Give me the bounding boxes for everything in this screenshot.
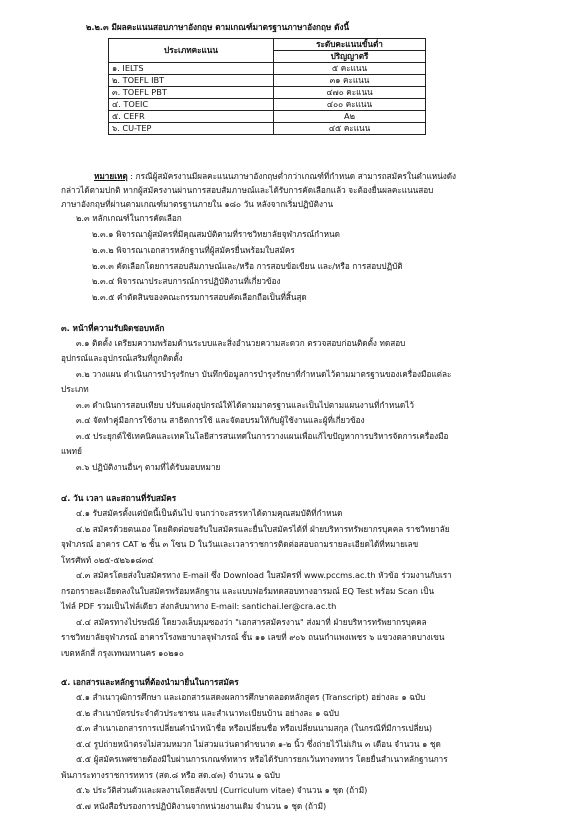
- section-4-line: ๔.๓ สมัครโดยส่งใบสมัครทาง E-mail ซึ่ง Download ใบสมัครที่ www.pccms.ac.th หัวข้อ ร่วมงานกับเรา: [76, 570, 452, 580]
- section-5-line: ๕.๕ ผู้สมัครเพศชายต้องมีใบผ่านการเกณฑ์ทหาร หรือได้รับการยกเว้นทางทหาร โดยยื่นสำเนาหลักฐานการ: [76, 754, 448, 764]
- section-4-title: ๔. วัน เวลา และสถานที่รับสมัคร: [61, 493, 177, 503]
- table-cell-score: A๒: [274, 111, 426, 123]
- table-row: [109, 111, 426, 123]
- table-row: [109, 63, 426, 75]
- section-5-line: ๕.๗ หนังสือรับรองการปฏิบัติงานจากหน่วยงานเดิม จำนวน ๑ ชุด (ถ้ามี): [76, 801, 327, 811]
- criteria-item: ๒.๓.๓ คัดเลือกโดยการสอบสัมภาษณ์และ/หรือ การสอบข้อเขียน และ/หรือ การสอบปฏิบัติ: [92, 261, 403, 271]
- table-cell-type: ๒. TOEFL IBT: [109, 75, 274, 87]
- table-cell-score: ๕ คะแนน: [274, 63, 426, 75]
- table-row: [109, 99, 426, 111]
- criteria-item: ๒.๓.๕ คำตัดสินของคณะกรรมการสอบคัดเลือกถือเป็นที่สิ้นสุด: [92, 292, 307, 302]
- section-4-line: กรอกรายละเอียดลงในใบสมัครพร้อมหลักฐาน และแบบฟอร์มทดสอบทางอารมณ์ EQ Test พร้อม Scan เป็น: [61, 586, 435, 596]
- section-4-line: ราชวิทยาลัยจุฬาภรณ์ อาคารโรงพยาบาลจุฬาภรณ์ ชั้น ๑๑ เลขที่ ๙๐๖ ถนนกำแพงเพชร ๖ แขวงตลาดบางเขน: [61, 632, 445, 642]
- note-label: หมายเหตุ: [94, 171, 128, 181]
- table-header-level: ระดับคะแนนขั้นต่ำ: [274, 39, 426, 51]
- criteria-item: ๒.๓.๑ พิจารณาผู้สมัครที่มีคุณสมบัติตามที่ราชวิทยาลัยจุฬาภรณ์กำหนด: [92, 229, 340, 239]
- section-5-line: ๕.๔ รูปถ่ายหน้าตรงไม่สวมหมวก ไม่สวมแว่นตาดำขนาด ๑-๒ นิ้ว ซึ่งถ่ายไว้ไม่เกิน ๓ เดือน จำนวน ๑ ชุด: [76, 739, 441, 749]
- section-3-line: ประเภท: [61, 384, 89, 394]
- section-5-title: ๕. เอกสารและหลักฐานที่ต้องนำมายื่นในการสมัคร: [61, 677, 239, 687]
- criteria-item: ๒.๓.๒ พิจารณาเอกสารหลักฐานที่ผู้สมัครยื่นพร้อมใบสมัคร: [92, 245, 295, 255]
- section-4-line: โทรศัพท์ ๐๒๕-๕๒๖๑๘๓๔: [61, 555, 154, 565]
- section-5-line: ๕.๓ สำเนาเอกสารการเปลี่ยนคำนำหน้าชื่อ หรือเปลี่ยนชื่อ หรือเปลี่ยนนามสกุล (ในกรณีที่มีการเปลี่ยน): [76, 723, 433, 733]
- table-cell-type: ๑. IELTS: [109, 63, 274, 75]
- section-5-line: ๕.๖ ประวัติส่วนตัวและผลงานโดยสังเขป (Curriculum vitae) จำนวน ๑ ชุด (ถ้ามี): [76, 785, 368, 795]
- table-cell-score: ๔๕ คะแนน: [274, 123, 426, 135]
- table-cell-type: ๕. CEFR: [109, 111, 274, 123]
- section-4-line: ๔.๔ สมัครทางไปรษณีย์ โดยวงเล็บมุมซองว่า "เอกสารสมัครงาน" ส่งมาที่ ฝ่ายบริหารทรัพยากรบุคคล: [76, 617, 427, 627]
- section-5-line: ๕.๒ สำเนาบัตรประจำตัวประชาชน และสำเนาทะเบียนบ้าน อย่างละ ๑ ฉบับ: [76, 708, 340, 718]
- table-cell-type: ๓. TOEFL PBT: [109, 87, 274, 99]
- section-3-line: อุปกรณ์และอุปกรณ์เสริมที่ถูกติดตั้ง: [61, 353, 183, 363]
- table-row: [109, 75, 426, 87]
- section-3-line: ๓.๖ ปฏิบัติงานอื่นๆ ตามที่ได้รับมอบหมาย: [76, 462, 221, 472]
- table-cell-type: ๔. TOEIC: [109, 99, 274, 111]
- section-4-line: ๔.๒ สมัครด้วยตนเอง โดยติดต่อขอรับใบสมัครและยื่นใบสมัครได้ที่ ฝ่ายบริหารทรัพยากรบุคคล ราชวิทยาลัย: [76, 524, 450, 534]
- section-5-line: พ้นภาระทางราชการทหาร (สด.๘ หรือ สด.๔๓) จำนวน ๑ ฉบับ: [61, 770, 281, 780]
- note-line-2: กล่าวได้ตามปกติ หากผู้สมัครงานผ่านการสอบสัมภาษณ์และได้รับการคัดเลือกแล้ว จะต้องยื่นผลคะแนนสอบ: [61, 185, 434, 195]
- table-row: [109, 123, 426, 135]
- section-3-line: ๓.๓ ดำเนินการสอบเทียบ ปรับแต่งอุปกรณ์ให้ได้ตามมาตรฐานและเป็นไปตามแผนงานที่กำหนดไว้: [76, 400, 414, 410]
- table-cell-type: ๖. CU-TEP: [109, 123, 274, 135]
- section-3-line: ๓.๑ ติดตั้ง เตรียมความพร้อมด้านระบบและสิ่งอำนวยความสะดวก ตรวจสอบก่อนติดตั้ง ทดสอบ: [76, 338, 406, 348]
- section-4-line: ๔.๑ รับสมัครตั้งแต่บัดนี้เป็นต้นไป จนกว่าจะสรรหาได้ตามคุณสมบัติที่กำหนด: [76, 508, 343, 518]
- note-line-1: หมายเหตุ : กรณีผู้สมัครงานมีผลคะแนนภาษาอังกฤษต่ำกว่าเกณฑ์ที่กำหนด สามารถสมัครในตำแหน่งดัง: [94, 171, 457, 181]
- table-cell-score: ๔๗๐ คะแนน: [274, 87, 426, 99]
- table-header-degree: ปริญญาตรี: [274, 51, 426, 63]
- criteria-title: ๒.๓ หลักเกณฑ์ในการคัดเลือก: [76, 213, 182, 223]
- section-4-line: จุฬาภรณ์ อาคาร CAT ๒ ชั้น ๓ โซน D ในวันและเวลาราชการติดต่อสอบถามรายละเอียดได้ที่หมายเลข: [61, 539, 419, 549]
- table-cell-score: ๔๐๐ คะแนน: [274, 99, 426, 111]
- table-header-type: ประเภทคะแนน: [109, 39, 274, 63]
- section-3-line: ๓.๔ จัดทำคู่มือการใช้งาน สาธิตการใช้ และจัดอบรมให้กับผู้ใช้งานและผู้ที่เกี่ยวข้อง: [76, 415, 365, 425]
- table-row: [109, 87, 426, 99]
- criteria-item: ๒.๓.๔ พิจารณาประสบการณ์การปฏิบัติงานที่เกี่ยวข้อง: [92, 276, 281, 286]
- note-line-3: ภาษาอังกฤษที่ผ่านตามเกณฑ์มาตรฐานภายใน ๑๘๐ วัน หลังจากเริ่มปฏิบัติงาน: [61, 199, 334, 209]
- section-3-line: ๓.๒ วางแผน ดำเนินการบำรุงรักษา บันทึกข้อมูลการบำรุงรักษาที่กำหนดไว้ตามมาตรฐานของเครื่องมือแต่ละ: [76, 369, 452, 379]
- table-cell-score: ๓๑ คะแนน: [274, 75, 426, 87]
- section-3-title: ๓. หน้าที่ความรับผิดชอบหลัก: [61, 323, 165, 333]
- section-3-line: แพทย์: [61, 446, 82, 456]
- section-4-line: เขตหลักสี่ กรุงเทพมหานคร ๑๐๒๑๐: [61, 648, 184, 658]
- section-5-line: ๕.๑ สำเนาวุฒิการศึกษา และเอกสารแสดงผลการศึกษาตลอดหลักสูตร (Transcript) อย่างละ ๑ ฉบับ: [76, 692, 426, 702]
- english-score-table: [108, 38, 426, 135]
- section-4-line: ไฟล์ PDF รวมเป็นไฟล์เดียว ส่งกลับมาทาง E-mail: santichai.ler@cra.ac.th: [61, 601, 337, 611]
- heading-2-2-3: ๒.๒.๓ มีผลคะแนนสอบภาษาอังกฤษ ตามเกณฑ์มาตรฐานภาษาอังกฤษ ดังนี้: [86, 22, 350, 32]
- section-3-line: ๓.๕ ประยุกต์ใช้เทคนิคและเทคโนโลยีสารสนเทศในการวางแผนเพื่อแก้ไขปัญหาการบริหารจัดการเครื่องมือ: [76, 431, 449, 441]
